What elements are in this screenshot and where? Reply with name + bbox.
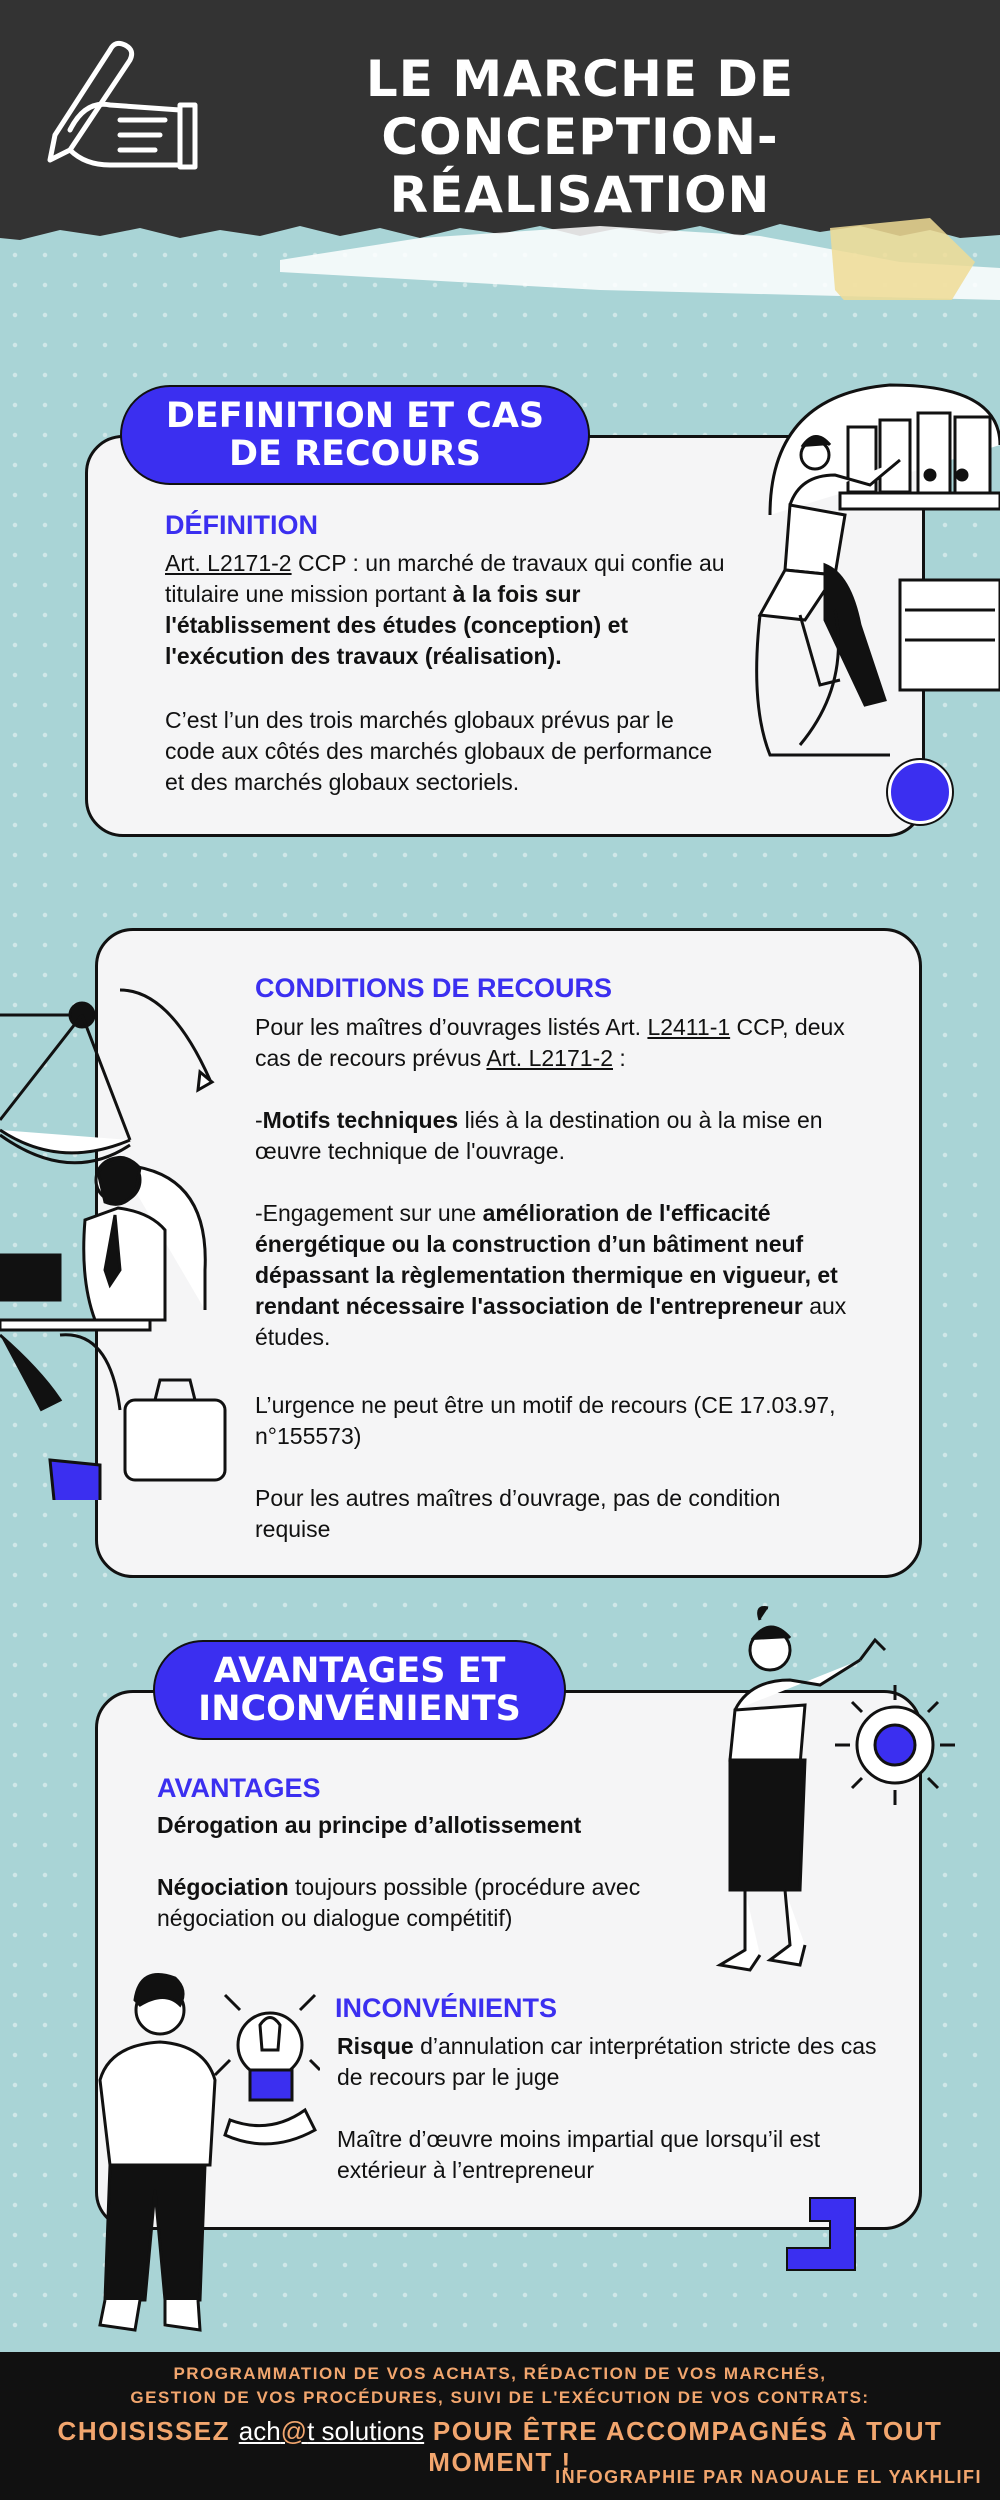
definition-pill [120,385,590,485]
definition-pill-line-1: DEFINITION ET CAS [165,396,545,436]
presenter-illustration [690,1600,960,2000]
page-title-line-1: LE MARCHE DE [365,50,795,108]
footer-cta: CHOISISSEZ ach@t solutions POUR ÊTRE ACCOMPAGNÉS À TOUT MOMENT ! [57,2416,943,2477]
article-l2411-link[interactable]: L2411-1 [647,1014,731,1040]
case-technical: -Motifs techniques liés à la destination ou à la mise en œuvre technique de l'ouvrage. [255,1107,823,1164]
conditions-heading: CONDITIONS DE RECOURS [255,973,613,1003]
disadvantages-heading: INCONVÉNIENTS [335,1993,558,2023]
brand-link[interactable]: ach@t solutions [238,2416,425,2446]
standing-man-illustration [80,1950,320,2350]
reading-person-illustration [740,365,1000,785]
footer [0,2352,1000,2500]
global-markets-text: C’est l’un des trois marchés globaux prévus par le code aux côtés des marchés globaux de performance et des marchés globaux sectoriels. [165,707,713,795]
disadvantage-impartiality: Maître d’œuvre moins impartial que lorsqu’il est extérieur à l’entrepreneur [337,2126,821,2183]
other-owners-note: Pour les autres maîtres d’ouvrage, pas de condition requise [255,1485,781,1542]
article-l2171-link[interactable]: Art. L2171-2 [486,1045,613,1071]
accent-corner-shape [785,2196,857,2272]
definition-text: Art. L2171-2 CCP : un marché de travaux qui confie au titulaire une mission portant à la fois sur l'établissement des études (conception) et l'exécution des travaux (réalisation). [165,550,725,669]
conditions-intro: Pour les maîtres d’ouvrages listés Art. L2411-1 CCP, deux cas de recours prévus Art. L2171-2 : [255,1014,845,1071]
disadvantage-risk: Risque d’annulation car interprétation stricte des cas de recours par le juge [337,2033,877,2090]
pros-cons-pill-line-2: INCONVÉNIENTS [198,1689,521,1729]
definition-pill-line-2: DE RECOURS [228,434,482,474]
case-energy: -Engagement sur une amélioration de l'efficacité énergétique ou la construction d’un bâtiment neuf dépassant la règlementation thermique en vigueur, et rendant nécessaire l'association de l'entrepreneur aux études. [255,1200,847,1350]
advantage-negotiation: Négociation toujours possible (procédure avec négociation ou dialogue compétitif) [157,1874,641,1931]
footer-credit: INFOGRAPHIE PAR NAOUALE EL YAKHLIFI [555,2467,982,2487]
footer-services-line-1: PROGRAMMATION DE VOS ACHATS, RÉDACTION DE VOS MARCHÉS, [173,2364,827,2383]
header [0,0,1000,300]
accent-circle [888,760,952,824]
pros-cons-pill-line-1: AVANTAGES ET [213,1651,506,1691]
office-worker-illustration [0,940,250,1500]
advantages-heading: AVANTAGES [157,1773,321,1803]
definition-heading: DÉFINITION [165,510,318,540]
footer-services-line-2: GESTION DE VOS PROCÉDURES, SUIVI DE L'EXÉCUTION DE VOS CONTRATS: [130,2388,870,2407]
advantage-allotment: Dérogation au principe d’allotissement [157,1812,582,1838]
page-title-line-2: CONCEPTION-RÉALISATION [381,108,779,224]
urgency-note: L’urgence ne peut être un motif de recours (CE 17.03.97, n°155573) [255,1392,836,1449]
article-link[interactable]: Art. L2171-2 [165,550,292,576]
pros-cons-pill [153,1640,566,1740]
hand-writing-icon [40,40,200,180]
